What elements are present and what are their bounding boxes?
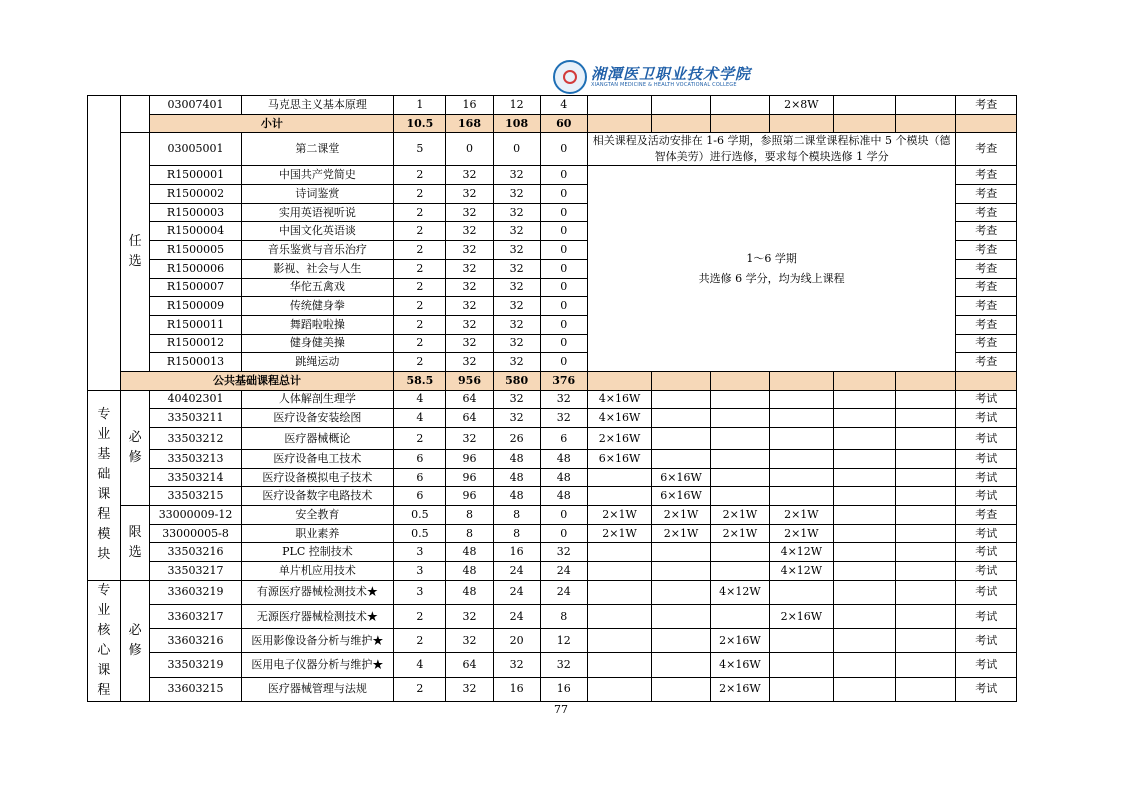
course-code: 33503212 xyxy=(150,428,241,450)
theory-hours: 32 xyxy=(493,297,540,316)
practice-hours: 0 xyxy=(540,297,587,316)
total-hours: 32 xyxy=(446,353,493,372)
second-classroom-note: 相关课程及活动安排在 1-6 学期，参照第二课堂课程标准中 5 个模块（德智体美劳）进行选修，要求每个模块选修 1 学分 xyxy=(587,133,956,166)
theory-hours: 26 xyxy=(493,428,540,450)
table-row xyxy=(88,166,1017,185)
theory-hours: 48 xyxy=(493,487,540,506)
course-code: 33503215 xyxy=(150,487,241,506)
practice-hours: 48 xyxy=(540,487,587,506)
theory-hours: 32 xyxy=(493,390,540,409)
practice-hours: 24 xyxy=(540,580,587,604)
semester-4: 4×12W xyxy=(770,543,834,562)
table-row xyxy=(88,562,1017,581)
practice-hours: 0 xyxy=(540,133,587,166)
course-name: 诗词鉴赏 xyxy=(241,185,394,204)
total-hours: 32 xyxy=(446,334,493,353)
theory-hours: 32 xyxy=(493,353,540,372)
practice-hours: 4 xyxy=(540,96,587,115)
course-code: 33603215 xyxy=(150,677,241,701)
semester-4: 2×8W xyxy=(770,96,834,115)
exam-type: 考试 xyxy=(956,653,1017,677)
group-label-elective: 任选 xyxy=(120,133,150,372)
credit: 4 xyxy=(394,390,446,409)
semester-4: 4×12W xyxy=(770,562,834,581)
credit: 4 xyxy=(394,653,446,677)
course-code: 03005001 xyxy=(150,133,241,166)
public-total-row xyxy=(88,371,1017,390)
course-code: R1500005 xyxy=(150,241,241,260)
course-name: 医疗器械概论 xyxy=(241,428,394,450)
exam-type: 考试 xyxy=(956,409,1017,428)
module-cell-top xyxy=(88,96,121,391)
practice-hours: 24 xyxy=(540,562,587,581)
exam-type: 考查 xyxy=(956,185,1017,204)
semester-1: 6×16W xyxy=(587,450,652,469)
practice-hours: 60 xyxy=(540,114,587,133)
semester-3: 2×1W xyxy=(710,506,769,525)
course-code: R1500006 xyxy=(150,259,241,278)
course-name: 音乐鉴赏与音乐治疗 xyxy=(241,241,394,260)
total-hours: 32 xyxy=(446,241,493,260)
course-name: 医疗设备电工技术 xyxy=(241,450,394,469)
credit: 2 xyxy=(394,334,446,353)
theory-hours: 32 xyxy=(493,278,540,297)
theory-hours: 108 xyxy=(493,114,540,133)
practice-hours: 0 xyxy=(540,506,587,525)
exam-type: 考查 xyxy=(956,506,1017,525)
exam-type: 考试 xyxy=(956,428,1017,450)
course-name: 医疗设备数字电路技术 xyxy=(241,487,394,506)
course-name: 人体解剖生理学 xyxy=(241,390,394,409)
table-row xyxy=(88,653,1017,677)
total-hours: 32 xyxy=(446,259,493,278)
group-label-required: 必修 xyxy=(120,390,150,505)
total-hours: 48 xyxy=(446,580,493,604)
practice-hours: 0 xyxy=(540,278,587,297)
credit: 2 xyxy=(394,605,446,629)
practice-hours: 8 xyxy=(540,605,587,629)
semester-3: 4×12W xyxy=(710,580,769,604)
total-hours: 96 xyxy=(446,487,493,506)
exam-type: 考查 xyxy=(956,241,1017,260)
course-name: 跳绳运动 xyxy=(241,353,394,372)
exam-type: 考查 xyxy=(956,96,1017,115)
course-name: 华佗五禽戏 xyxy=(241,278,394,297)
credit: 3 xyxy=(394,562,446,581)
course-name: 舞蹈啦啦操 xyxy=(241,315,394,334)
exam-type: 考试 xyxy=(956,450,1017,469)
semester-1: 2×1W xyxy=(587,506,652,525)
semester-3: 2×16W xyxy=(710,629,769,653)
table-row xyxy=(88,409,1017,428)
group-label-required-core: 必修 xyxy=(120,580,150,701)
credit: 2 xyxy=(394,241,446,260)
practice-hours: 32 xyxy=(540,409,587,428)
course-code: R1500013 xyxy=(150,353,241,372)
practice-hours: 0 xyxy=(540,241,587,260)
exam-type: 考查 xyxy=(956,259,1017,278)
theory-hours: 24 xyxy=(493,562,540,581)
credit: 0.5 xyxy=(394,506,446,525)
table-row xyxy=(88,96,1017,115)
course-code: R1500009 xyxy=(150,297,241,316)
credit: 2 xyxy=(394,203,446,222)
theory-hours: 32 xyxy=(493,259,540,278)
exam-type: 考试 xyxy=(956,580,1017,604)
course-code: 33603216 xyxy=(150,629,241,653)
exam-type: 考查 xyxy=(956,315,1017,334)
course-code: 03007401 xyxy=(150,96,241,115)
theory-hours: 32 xyxy=(493,241,540,260)
course-code: R1500011 xyxy=(150,315,241,334)
practice-hours: 32 xyxy=(540,653,587,677)
table-row xyxy=(88,543,1017,562)
course-code: 33503214 xyxy=(150,468,241,487)
practice-hours: 0 xyxy=(540,315,587,334)
course-name: 医疗设备安装绘图 xyxy=(241,409,394,428)
credit: 4 xyxy=(394,409,446,428)
total-hours: 48 xyxy=(446,543,493,562)
course-name: 医疗器械管理与法规 xyxy=(241,677,394,701)
course-name: 医用影像设备分析与维护★ xyxy=(241,629,394,653)
elective-note xyxy=(587,166,956,372)
course-name: 无源医疗器械检测技术★ xyxy=(241,605,394,629)
course-code: 33503219 xyxy=(150,653,241,677)
semester-2: 2×1W xyxy=(652,506,710,525)
exam-type: 考试 xyxy=(956,629,1017,653)
course-name: 影视、社会与人生 xyxy=(241,259,394,278)
public-total-label: 公共基础课程总计 xyxy=(120,371,393,390)
total-hours: 16 xyxy=(446,96,493,115)
table-row xyxy=(88,629,1017,653)
total-hours: 64 xyxy=(446,409,493,428)
exam-type: 考查 xyxy=(956,133,1017,166)
theory-hours: 32 xyxy=(493,222,540,241)
semester-2: 2×1W xyxy=(652,524,710,543)
theory-hours: 16 xyxy=(493,543,540,562)
practice-hours: 16 xyxy=(540,677,587,701)
total-hours: 8 xyxy=(446,524,493,543)
theory-hours: 8 xyxy=(493,524,540,543)
course-code: 33503217 xyxy=(150,562,241,581)
course-code: 33503216 xyxy=(150,543,241,562)
exam-type: 考查 xyxy=(956,334,1017,353)
practice-hours: 0 xyxy=(540,222,587,241)
table-row xyxy=(88,450,1017,469)
theory-hours: 32 xyxy=(493,334,540,353)
semester-4: 2×1W xyxy=(770,524,834,543)
practice-hours: 48 xyxy=(540,468,587,487)
total-hours: 32 xyxy=(446,185,493,204)
course-code: R1500007 xyxy=(150,278,241,297)
module-label-core: 专业核心课程 xyxy=(88,580,121,701)
course-name: 中国文化英语谈 xyxy=(241,222,394,241)
semester-3: 2×16W xyxy=(710,677,769,701)
semester-1: 2×16W xyxy=(587,428,652,450)
course-name: 中国共产党简史 xyxy=(241,166,394,185)
theory-hours: 32 xyxy=(493,409,540,428)
semester-3: 4×16W xyxy=(710,653,769,677)
credit: 2 xyxy=(394,166,446,185)
practice-hours: 376 xyxy=(540,371,587,390)
course-name: 安全教育 xyxy=(241,506,394,525)
credit: 10.5 xyxy=(394,114,446,133)
group-cell-top xyxy=(120,96,150,133)
course-name: 医用电子仪器分析与维护★ xyxy=(241,653,394,677)
subtotal-label: 小计 xyxy=(150,114,394,133)
course-code: 33000005-8 xyxy=(150,524,241,543)
credit: 2 xyxy=(394,353,446,372)
course-name: 单片机应用技术 xyxy=(241,562,394,581)
theory-hours: 48 xyxy=(493,468,540,487)
practice-hours: 48 xyxy=(540,450,587,469)
theory-hours: 580 xyxy=(493,371,540,390)
total-hours: 32 xyxy=(446,166,493,185)
total-hours: 168 xyxy=(446,114,493,133)
credit: 0.5 xyxy=(394,524,446,543)
theory-hours: 20 xyxy=(493,629,540,653)
course-code: 33603219 xyxy=(150,580,241,604)
semester-4: 2×16W xyxy=(770,605,834,629)
theory-hours: 32 xyxy=(493,185,540,204)
semester-1: 4×16W xyxy=(587,390,652,409)
semester-1: 2×1W xyxy=(587,524,652,543)
course-name: 传统健身拳 xyxy=(241,297,394,316)
exam-type: 考查 xyxy=(956,166,1017,185)
course-code: R1500003 xyxy=(150,203,241,222)
practice-hours: 0 xyxy=(540,524,587,543)
practice-hours: 0 xyxy=(540,353,587,372)
practice-hours: 0 xyxy=(540,334,587,353)
course-name: 有源医疗器械检测技术★ xyxy=(241,580,394,604)
elective-note-line1: 1～6 学期 xyxy=(746,251,797,265)
course-code: 33000009-12 xyxy=(150,506,241,525)
total-hours: 32 xyxy=(446,315,493,334)
total-hours: 32 xyxy=(446,428,493,450)
theory-hours: 0 xyxy=(493,133,540,166)
exam-type: 考查 xyxy=(956,222,1017,241)
total-hours: 32 xyxy=(446,278,493,297)
school-name: 湘潭医卫职业技术学院 xyxy=(591,65,752,83)
credit: 1 xyxy=(394,96,446,115)
practice-hours: 12 xyxy=(540,629,587,653)
table-row xyxy=(88,133,1017,166)
course-code: R1500001 xyxy=(150,166,241,185)
exam-type: 考试 xyxy=(956,677,1017,701)
credit: 2 xyxy=(394,677,446,701)
credit: 2 xyxy=(394,185,446,204)
practice-hours: 0 xyxy=(540,203,587,222)
total-hours: 32 xyxy=(446,629,493,653)
course-code: 33503213 xyxy=(150,450,241,469)
course-code: 40402301 xyxy=(150,390,241,409)
elective-note-line2: 共选修 6 学分，均为线上课程 xyxy=(698,271,845,285)
theory-hours: 24 xyxy=(493,580,540,604)
total-hours: 32 xyxy=(446,677,493,701)
credit: 6 xyxy=(394,450,446,469)
table-row xyxy=(88,487,1017,506)
theory-hours: 32 xyxy=(493,315,540,334)
table-row xyxy=(88,677,1017,701)
practice-hours: 0 xyxy=(540,166,587,185)
total-hours: 96 xyxy=(446,450,493,469)
exam-type: 考试 xyxy=(956,562,1017,581)
course-name: 职业素养 xyxy=(241,524,394,543)
course-name: 实用英语视听说 xyxy=(241,203,394,222)
course-code: R1500002 xyxy=(150,185,241,204)
theory-hours: 32 xyxy=(493,653,540,677)
total-hours: 956 xyxy=(446,371,493,390)
total-hours: 0 xyxy=(446,133,493,166)
credit: 3 xyxy=(394,543,446,562)
course-name: 马克思主义基本原理 xyxy=(241,96,394,115)
table-row xyxy=(88,468,1017,487)
credit: 2 xyxy=(394,428,446,450)
exam-type: 考查 xyxy=(956,203,1017,222)
total-hours: 64 xyxy=(446,653,493,677)
page-number: 77 xyxy=(554,703,568,716)
credit: 2 xyxy=(394,315,446,334)
semester-1: 4×16W xyxy=(587,409,652,428)
table-row xyxy=(88,605,1017,629)
group-label-limited: 限选 xyxy=(120,506,150,581)
school-logo xyxy=(553,60,752,96)
table-row xyxy=(88,390,1017,409)
total-hours: 96 xyxy=(446,468,493,487)
total-hours: 8 xyxy=(446,506,493,525)
credit: 2 xyxy=(394,629,446,653)
total-hours: 32 xyxy=(446,297,493,316)
credit: 58.5 xyxy=(394,371,446,390)
credit: 6 xyxy=(394,487,446,506)
school-name-en: XIANGTAN MEDICINE & HEALTH VOCATIONAL COLLEGE xyxy=(591,82,737,88)
course-code: R1500012 xyxy=(150,334,241,353)
total-hours: 32 xyxy=(446,605,493,629)
exam-type: 考试 xyxy=(956,543,1017,562)
theory-hours: 16 xyxy=(493,677,540,701)
theory-hours: 48 xyxy=(493,450,540,469)
semester-4: 2×1W xyxy=(770,506,834,525)
course-name: 第二课堂 xyxy=(241,133,394,166)
theory-hours: 24 xyxy=(493,605,540,629)
total-hours: 32 xyxy=(446,222,493,241)
practice-hours: 32 xyxy=(540,390,587,409)
table-row xyxy=(88,524,1017,543)
credit: 6 xyxy=(394,468,446,487)
credit: 2 xyxy=(394,222,446,241)
total-hours: 48 xyxy=(446,562,493,581)
exam-type: 考试 xyxy=(956,524,1017,543)
credit: 3 xyxy=(394,580,446,604)
course-name: 医疗设备模拟电子技术 xyxy=(241,468,394,487)
practice-hours: 0 xyxy=(540,259,587,278)
course-name: PLC 控制技术 xyxy=(241,543,394,562)
semester-2: 6×16W xyxy=(652,487,710,506)
table-row xyxy=(88,428,1017,450)
semester-3: 2×1W xyxy=(710,524,769,543)
exam-type: 考查 xyxy=(956,278,1017,297)
subtotal-row xyxy=(88,114,1017,133)
semester-2: 6×16W xyxy=(652,468,710,487)
theory-hours: 32 xyxy=(493,203,540,222)
practice-hours: 0 xyxy=(540,185,587,204)
curriculum-table xyxy=(87,95,1017,702)
table-row xyxy=(88,506,1017,525)
exam-type: 考查 xyxy=(956,297,1017,316)
course-code: 33503211 xyxy=(150,409,241,428)
credit: 2 xyxy=(394,297,446,316)
exam-type: 考查 xyxy=(956,353,1017,372)
module-label-basic: 专业基础课程模块 xyxy=(88,390,121,580)
table-row xyxy=(88,580,1017,604)
course-code: 33603217 xyxy=(150,605,241,629)
exam-type: 考试 xyxy=(956,468,1017,487)
theory-hours: 32 xyxy=(493,166,540,185)
credit: 5 xyxy=(394,133,446,166)
theory-hours: 12 xyxy=(493,96,540,115)
credit: 2 xyxy=(394,259,446,278)
exam-type: 考试 xyxy=(956,390,1017,409)
theory-hours: 8 xyxy=(493,506,540,525)
credit: 2 xyxy=(394,278,446,297)
practice-hours: 32 xyxy=(540,543,587,562)
practice-hours: 6 xyxy=(540,428,587,450)
course-name: 健身健美操 xyxy=(241,334,394,353)
total-hours: 32 xyxy=(446,203,493,222)
exam-type: 考试 xyxy=(956,605,1017,629)
course-code: R1500004 xyxy=(150,222,241,241)
total-hours: 64 xyxy=(446,390,493,409)
exam-type: 考试 xyxy=(956,487,1017,506)
school-seal-icon xyxy=(553,60,587,94)
